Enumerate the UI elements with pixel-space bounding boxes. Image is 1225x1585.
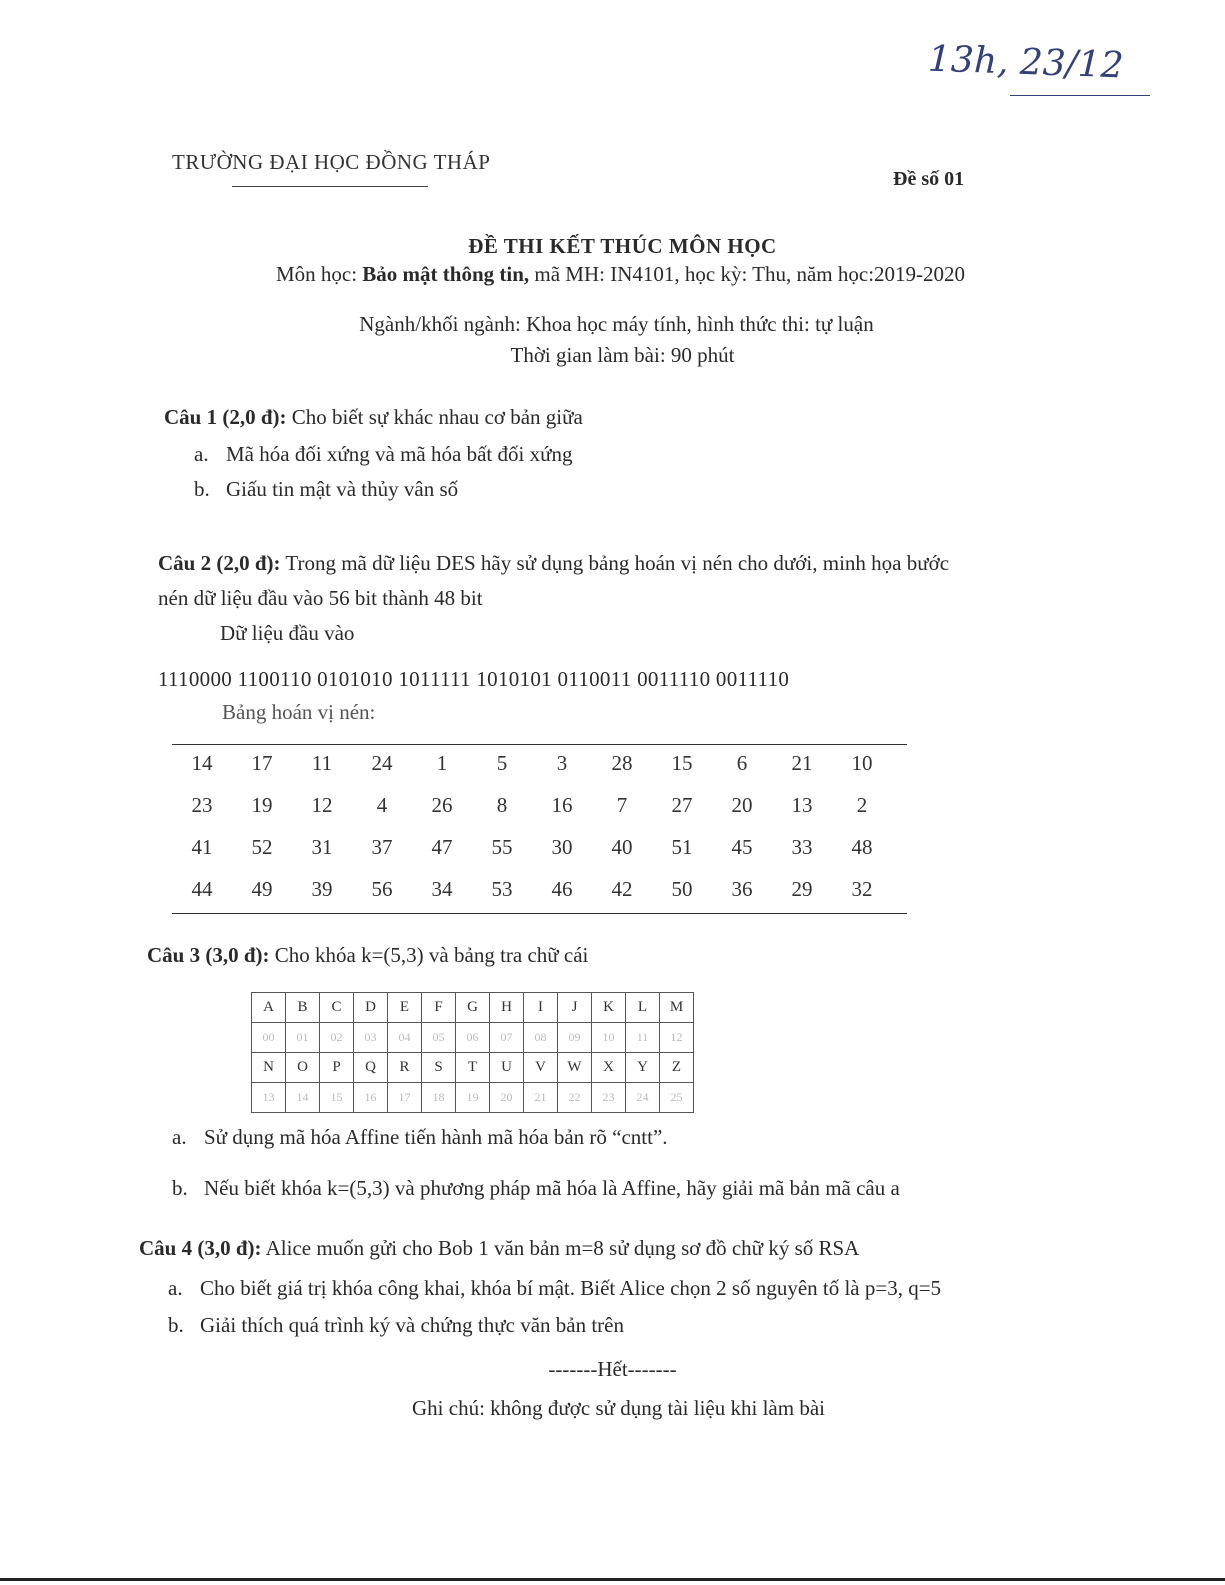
perm-cell: 24 xyxy=(371,750,393,775)
q2-label: Câu 2 (2,0 đ): xyxy=(158,551,281,575)
perm-cell: 12 xyxy=(311,792,333,817)
perm-cell: 47 xyxy=(431,834,453,859)
perm-cell: 39 xyxy=(311,876,333,901)
major-line: Ngành/khối ngành: Khoa học máy tính, hình thức thi: tự luận xyxy=(359,312,874,336)
perm-cell: 48 xyxy=(851,834,873,859)
perm-cell: 41 xyxy=(191,834,213,859)
alphabet-index-cell: 20 xyxy=(490,1083,524,1113)
alphabet-index-cell: 01 xyxy=(286,1023,320,1053)
q3-item-b xyxy=(172,1176,900,1201)
alphabet-letter-cell: D xyxy=(354,993,388,1023)
q4-b-label: b. xyxy=(168,1313,184,1337)
perm-cell: 15 xyxy=(671,750,693,775)
alphabet-index-cell: 17 xyxy=(388,1083,422,1113)
q3-b-text: Nếu biết khóa k=(5,3) và phương pháp mã hóa là Affine, hãy giải mã bản mã câu a xyxy=(204,1176,900,1200)
perm-cell: 4 xyxy=(376,792,388,817)
perm-cell: 28 xyxy=(611,750,633,775)
alphabet-letter-cell: M xyxy=(660,993,694,1023)
perm-cell: 2 xyxy=(856,792,868,817)
q1-item-b xyxy=(194,477,458,502)
alphabet-index-cell: 11 xyxy=(626,1023,660,1053)
perm-cell: 8 xyxy=(496,792,508,817)
perm-cell: 51 xyxy=(671,834,693,859)
q2-input-label: Dữ liệu đầu vào xyxy=(220,621,355,645)
alphabet-index-row xyxy=(252,1083,694,1113)
perm-cell: 53 xyxy=(491,876,513,901)
q3-text: Cho khóa k=(5,3) và bảng tra chữ cái xyxy=(269,943,589,967)
alphabet-letter-cell: B xyxy=(286,993,320,1023)
footer-note: Ghi chú: không được sử dụng tài liệu khi làm bài xyxy=(412,1396,825,1420)
q2-table-label: Bảng hoán vị nén: xyxy=(222,700,376,724)
q1-heading xyxy=(164,405,583,430)
perm-cell: 1 xyxy=(436,750,448,775)
exam-title: ĐỀ THI KẾT THÚC MÔN HỌC xyxy=(468,234,777,258)
alphabet-letter-cell: Y xyxy=(626,1053,660,1083)
perm-cell: 49 xyxy=(251,876,273,901)
q3-item-a xyxy=(172,1125,668,1150)
perm-cell: 50 xyxy=(671,876,693,901)
q3-a-text: Sử dụng mã hóa Affine tiến hành mã hóa bản rõ “cntt”. xyxy=(204,1125,668,1149)
permutation-table xyxy=(172,742,892,910)
q4-text: Alice muốn gửi cho Bob 1 văn bản m=8 sử dụng sơ đồ chữ ký số RSA xyxy=(261,1236,860,1260)
q4-b-text: Giải thích quá trình ký và chứng thực văn bản trên xyxy=(200,1313,624,1337)
alphabet-letter-cell: I xyxy=(524,993,558,1023)
perm-cell: 56 xyxy=(371,876,393,901)
q2-heading xyxy=(158,551,949,576)
alphabet-letter-cell: G xyxy=(456,993,490,1023)
alphabet-letter-cell: J xyxy=(558,993,592,1023)
school-name: TRƯỜNG ĐẠI HỌC ĐỒNG THÁP xyxy=(172,150,491,174)
perm-row xyxy=(172,784,892,826)
alphabet-letter-cell: R xyxy=(388,1053,422,1083)
perm-cell: 36 xyxy=(731,876,753,901)
alphabet-index-cell: 14 xyxy=(286,1083,320,1113)
q4-heading xyxy=(139,1236,859,1261)
q3-b-label: b. xyxy=(172,1176,188,1200)
perm-cell: 52 xyxy=(251,834,273,859)
perm-cell: 3 xyxy=(556,750,568,775)
perm-cell: 11 xyxy=(311,750,333,775)
alphabet-index-cell: 15 xyxy=(320,1083,354,1113)
q3-heading xyxy=(147,943,588,968)
perm-cell: 31 xyxy=(311,834,333,859)
perm-row xyxy=(172,742,892,784)
q1-text: Cho biết sự khác nhau cơ bản giữa xyxy=(286,405,583,429)
alphabet-letter-cell: X xyxy=(592,1053,626,1083)
subject-prefix: Môn học: xyxy=(275,262,363,286)
alphabet-letter-cell: W xyxy=(558,1053,592,1083)
alphabet-index-cell: 19 xyxy=(456,1083,490,1113)
q4-item-b xyxy=(168,1313,624,1338)
perm-cell: 16 xyxy=(551,792,573,817)
perm-cell: 44 xyxy=(191,876,213,901)
alphabet-index-cell: 12 xyxy=(660,1023,694,1053)
alphabet-index-cell: 16 xyxy=(354,1083,388,1113)
perm-cell: 37 xyxy=(371,834,393,859)
perm-cell: 10 xyxy=(851,750,873,775)
perm-cell: 40 xyxy=(611,834,633,859)
q4-label: Câu 4 (3,0 đ): xyxy=(139,1236,262,1260)
q1-label: Câu 1 (2,0 đ): xyxy=(164,405,287,429)
alphabet-index-cell: 22 xyxy=(558,1083,592,1113)
perm-cell: 45 xyxy=(731,834,753,859)
q1-a-label: a. xyxy=(194,442,209,466)
perm-cell: 17 xyxy=(251,750,273,775)
q2-text-continued: nén dữ liệu đầu vào 56 bit thành 48 bit xyxy=(158,586,483,610)
perm-cell: 20 xyxy=(731,792,753,817)
q2-input-data: 1110000 1100110 0101010 1011111 1010101 0110011 0011110 0011110 xyxy=(158,667,790,691)
alphabet-letter-cell: Q xyxy=(354,1053,388,1083)
perm-cell: 7 xyxy=(616,792,628,817)
perm-cell: 30 xyxy=(551,834,573,859)
alphabet-index-cell: 25 xyxy=(660,1083,694,1113)
perm-cell: 42 xyxy=(611,876,633,901)
q1-b-text: Giấu tin mật và thủy vân số xyxy=(226,477,459,501)
alphabet-letter-cell: N xyxy=(252,1053,286,1083)
alphabet-index-row xyxy=(252,1023,694,1053)
perm-cell: 55 xyxy=(491,834,513,859)
perm-cell: 33 xyxy=(791,834,813,859)
alphabet-index-cell: 18 xyxy=(422,1083,456,1113)
handwritten-underline xyxy=(1010,95,1150,96)
alphabet-letter-cell: C xyxy=(320,993,354,1023)
perm-cell: 26 xyxy=(431,792,453,817)
handwritten-note: 13h, 23/12 xyxy=(927,38,1125,87)
alphabet-index-cell: 24 xyxy=(626,1083,660,1113)
alphabet-letter-row xyxy=(252,1053,694,1083)
alphabet-letter-cell: U xyxy=(490,1053,524,1083)
perm-cell: 27 xyxy=(671,792,693,817)
perm-cell: 29 xyxy=(791,876,813,901)
q4-item-a xyxy=(168,1276,941,1301)
exam-code: Đề số 01 xyxy=(893,168,965,190)
perm-cell: 13 xyxy=(791,792,813,817)
q3-label: Câu 3 (3,0 đ): xyxy=(147,943,270,967)
alphabet-letter-cell: E xyxy=(388,993,422,1023)
subject-suffix: mã MH: IN4101, học kỳ: Thu, năm học:2019-2020 xyxy=(529,262,966,286)
subject-name: Bảo mật thông tin, xyxy=(362,262,530,286)
perm-row xyxy=(172,868,892,910)
subject-line xyxy=(8,262,1225,287)
alphabet-index-cell: 06 xyxy=(456,1023,490,1053)
scan-bottom-edge xyxy=(0,1578,1225,1581)
q4-a-label: a. xyxy=(168,1276,183,1300)
perm-cell: 5 xyxy=(496,750,508,775)
perm-cell: 14 xyxy=(191,750,213,775)
alphabet-letter-cell: H xyxy=(490,993,524,1023)
alphabet-index-cell: 07 xyxy=(490,1023,524,1053)
perm-cell: 6 xyxy=(736,750,748,775)
alphabet-letter-cell: T xyxy=(456,1053,490,1083)
alphabet-index-cell: 21 xyxy=(524,1083,558,1113)
duration-line: Thời gian làm bài: 90 phút xyxy=(510,343,735,367)
perm-row xyxy=(172,826,892,868)
alphabet-letter-cell: L xyxy=(626,993,660,1023)
alphabet-index-cell: 13 xyxy=(252,1083,286,1113)
alphabet-index-cell: 04 xyxy=(388,1023,422,1053)
q1-item-a xyxy=(194,442,572,467)
end-marker: -------Hết------- xyxy=(548,1357,677,1381)
alphabet-letter-cell: S xyxy=(422,1053,456,1083)
alphabet-index-cell: 00 xyxy=(252,1023,286,1053)
alphabet-index-cell: 10 xyxy=(592,1023,626,1053)
alphabet-index-cell: 09 xyxy=(558,1023,592,1053)
alphabet-table xyxy=(251,992,694,1113)
perm-cell: 21 xyxy=(791,750,813,775)
alphabet-letter-cell: F xyxy=(422,993,456,1023)
perm-cell: 46 xyxy=(551,876,573,901)
q3-a-label: a. xyxy=(172,1125,187,1149)
alphabet-index-cell: 23 xyxy=(592,1083,626,1113)
perm-cell: 32 xyxy=(851,876,873,901)
alphabet-letter-cell: O xyxy=(286,1053,320,1083)
alphabet-letter-row xyxy=(252,993,694,1023)
alphabet-letter-cell: K xyxy=(592,993,626,1023)
perm-cell: 19 xyxy=(251,792,273,817)
alphabet-index-cell: 05 xyxy=(422,1023,456,1053)
school-underline xyxy=(232,186,428,187)
q2-text: Trong mã dữ liệu DES hãy sử dụng bảng hoán vị nén cho dưới, minh họa bước xyxy=(280,551,950,575)
perm-cell: 23 xyxy=(191,792,213,817)
q1-a-text: Mã hóa đối xứng và mã hóa bất đối xứng xyxy=(226,442,573,466)
alphabet-letter-cell: P xyxy=(320,1053,354,1083)
alphabet-index-cell: 03 xyxy=(354,1023,388,1053)
perm-cell: 34 xyxy=(431,876,453,901)
q4-a-text: Cho biết giá trị khóa công khai, khóa bí mật. Biết Alice chọn 2 số nguyên tố là p=3, q=5 xyxy=(200,1276,942,1300)
alphabet-letter-cell: Z xyxy=(660,1053,694,1083)
alphabet-letter-cell: V xyxy=(524,1053,558,1083)
alphabet-index-cell: 08 xyxy=(524,1023,558,1053)
alphabet-letter-cell: A xyxy=(252,993,286,1023)
alphabet-index-cell: 02 xyxy=(320,1023,354,1053)
q1-b-label: b. xyxy=(194,477,210,501)
perm-table-bottom-rule xyxy=(172,913,907,914)
